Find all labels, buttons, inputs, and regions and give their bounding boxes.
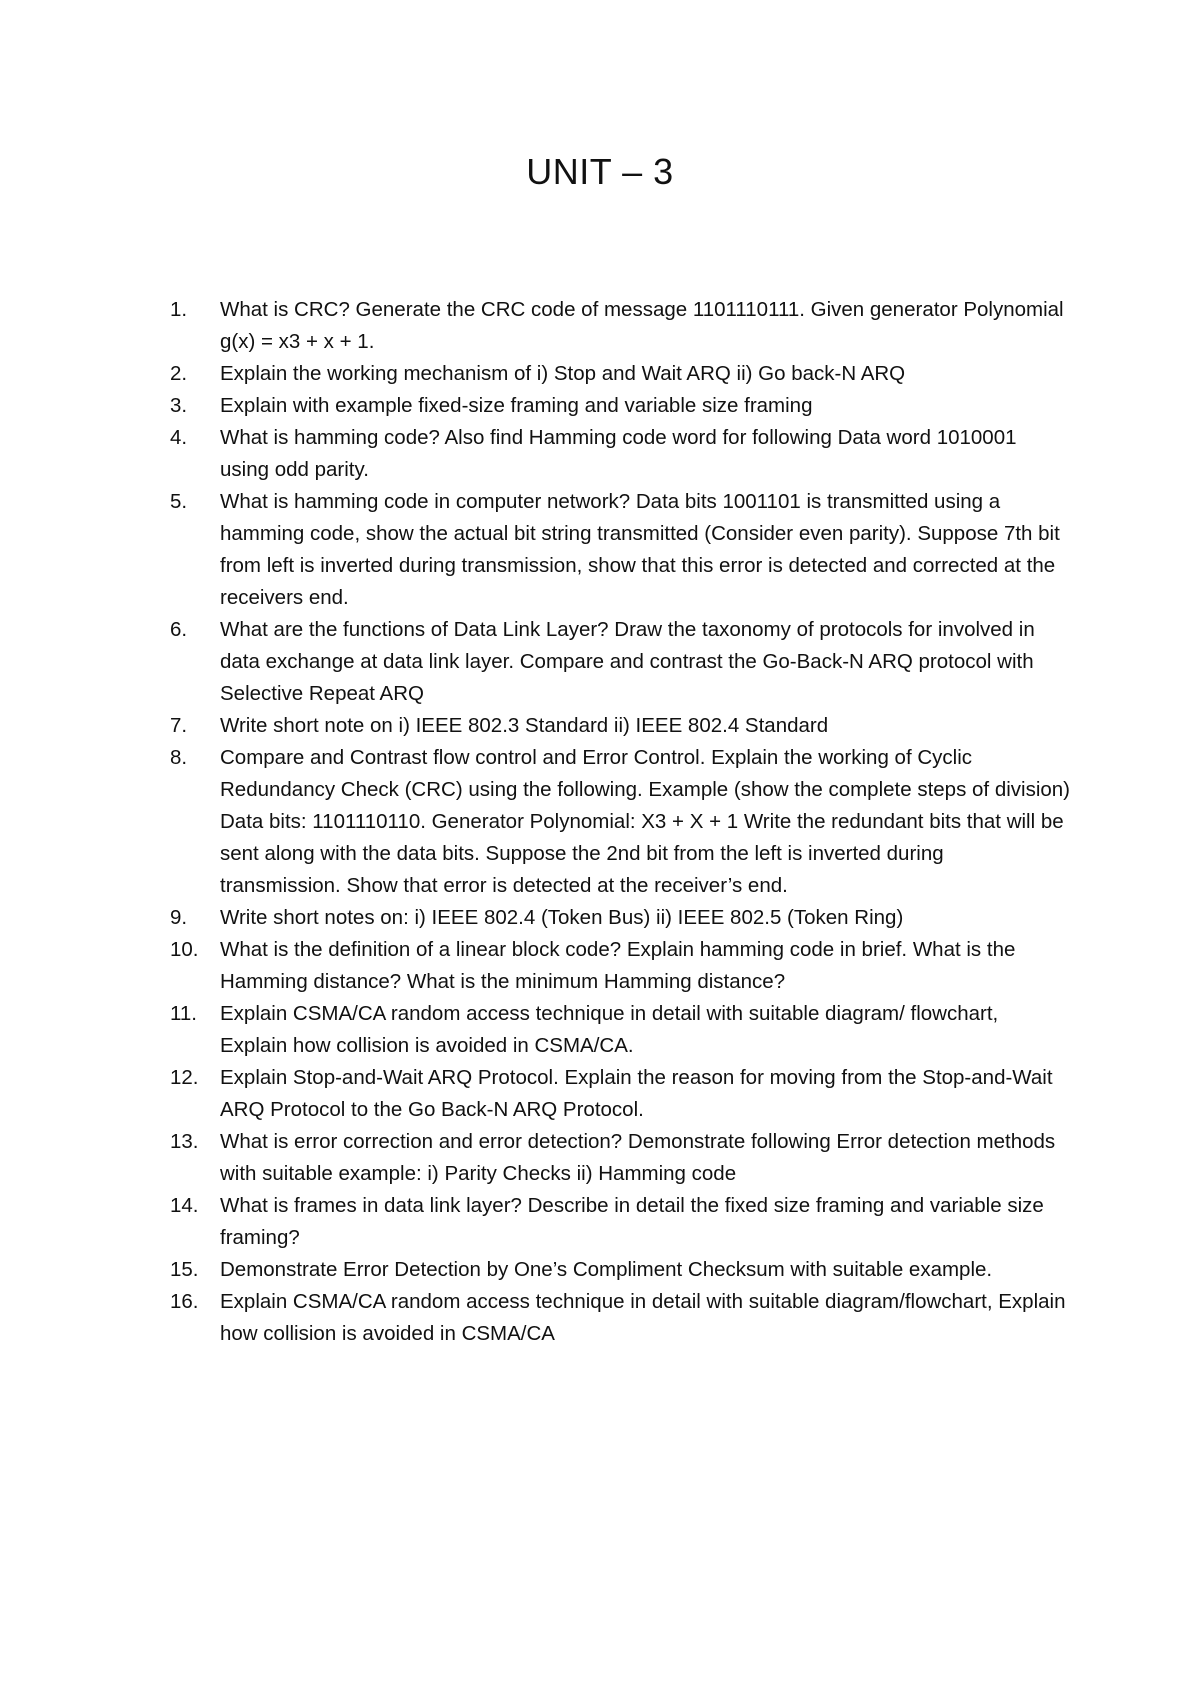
question-number: 11. (170, 1002, 197, 1025)
question-number: 13. (170, 1130, 199, 1153)
question-number: 6. (170, 618, 188, 641)
question-text: Demonstrate Error Detection by One’s Compliment Checksum with suitable example. (220, 1258, 993, 1281)
question-text: What is hamming code in computer network? Data bits 1001101 is transmitted using a hamming code, show the actual bit string transmitted (Consider even parity). Suppose 7th bit from left is inverted during transmission, show that this error is detected and corrected at the receivers end. (220, 490, 1060, 609)
question-text: What are the functions of Data Link Layer? Draw the taxonomy of protocols for involved in data exchange at data link layer. Compare and contrast the Go-Back-N ARQ protocol with Selective Repeat ARQ (220, 618, 1035, 705)
question-text: Explain with example fixed-size framing and variable size framing (220, 394, 813, 417)
question-number: 1. (170, 298, 188, 321)
question-text: Write short note on i) IEEE 802.3 Standard ii) IEEE 802.4 Standard (220, 714, 829, 737)
question-text: What is frames in data link layer? Describe in detail the fixed size framing and variable size framing? (220, 1194, 1044, 1249)
question-text: Explain CSMA/CA random access technique in detail with suitable diagram/ flowchart, Explain how collision is avoided in CSMA/CA. (220, 1002, 999, 1057)
list-item (170, 1190, 1070, 1254)
question-number: 2. (170, 362, 188, 385)
question-number: 8. (170, 746, 188, 769)
list-item (170, 1126, 1070, 1190)
list-item (170, 1254, 1070, 1286)
question-number: 7. (170, 714, 188, 737)
question-number: 14. (170, 1194, 199, 1217)
list-item (170, 358, 1070, 390)
list-item (170, 294, 1070, 358)
question-number: 16. (170, 1290, 199, 1313)
question-text: Write short notes on: i) IEEE 802.4 (Token Bus) ii) IEEE 802.5 (Token Ring) (220, 906, 904, 929)
list-item (170, 998, 1070, 1062)
question-text: What is hamming code? Also find Hamming code word for following Data word 1010001 using odd parity. (220, 426, 1017, 481)
question-number: 10. (170, 938, 199, 961)
list-item (170, 422, 1070, 486)
question-text: What is CRC? Generate the CRC code of message 1101110111. Given generator Polynomial g(x) = x3 + x + 1. (220, 298, 1064, 353)
question-number: 12. (170, 1066, 199, 1089)
question-text: Explain CSMA/CA random access technique in detail with suitable diagram/flowchart, Explain how collision is avoided in CSMA/CA (220, 1290, 1066, 1345)
question-text: Explain Stop-and-Wait ARQ Protocol. Explain the reason for moving from the Stop-and-Wait ARQ Protocol to the Go Back-N ARQ Protocol. (220, 1066, 1053, 1121)
list-item (170, 486, 1070, 614)
question-number: 3. (170, 394, 188, 417)
question-number: 4. (170, 426, 188, 449)
question-list (170, 294, 1070, 1350)
list-item (170, 1062, 1070, 1126)
list-item (170, 742, 1070, 902)
list-item (170, 390, 1070, 422)
question-text: Explain the working mechanism of i) Stop and Wait ARQ ii) Go back-N ARQ (220, 362, 906, 385)
question-text: Compare and Contrast flow control and Error Control. Explain the working of Cyclic Redundancy Check (CRC) using the following. Example (show the complete steps of division) Data bits: 1101110110. Generator Polynomial: X3 + X + 1 Write the redundant bits that will be sent along with the data bits. Suppose the 2nd bit from the left is inverted during transmission. Show that error is detected at the receiver’s end. (220, 746, 1071, 897)
question-text: What is the definition of a linear block code? Explain hamming code in brief. What is the Hamming distance? What is the minimum Hamming distance? (220, 938, 1016, 993)
list-item (170, 902, 1070, 934)
list-item (170, 710, 1070, 742)
page-title: UNIT – 3 (526, 151, 674, 192)
question-number: 15. (170, 1258, 199, 1281)
list-item (170, 614, 1070, 710)
list-item (170, 934, 1070, 998)
question-number: 5. (170, 490, 188, 513)
question-text: What is error correction and error detection? Demonstrate following Error detection methods with suitable example: i) Parity Checks ii) Hamming code (220, 1130, 1056, 1185)
question-number: 9. (170, 906, 188, 929)
list-item (170, 1286, 1070, 1350)
